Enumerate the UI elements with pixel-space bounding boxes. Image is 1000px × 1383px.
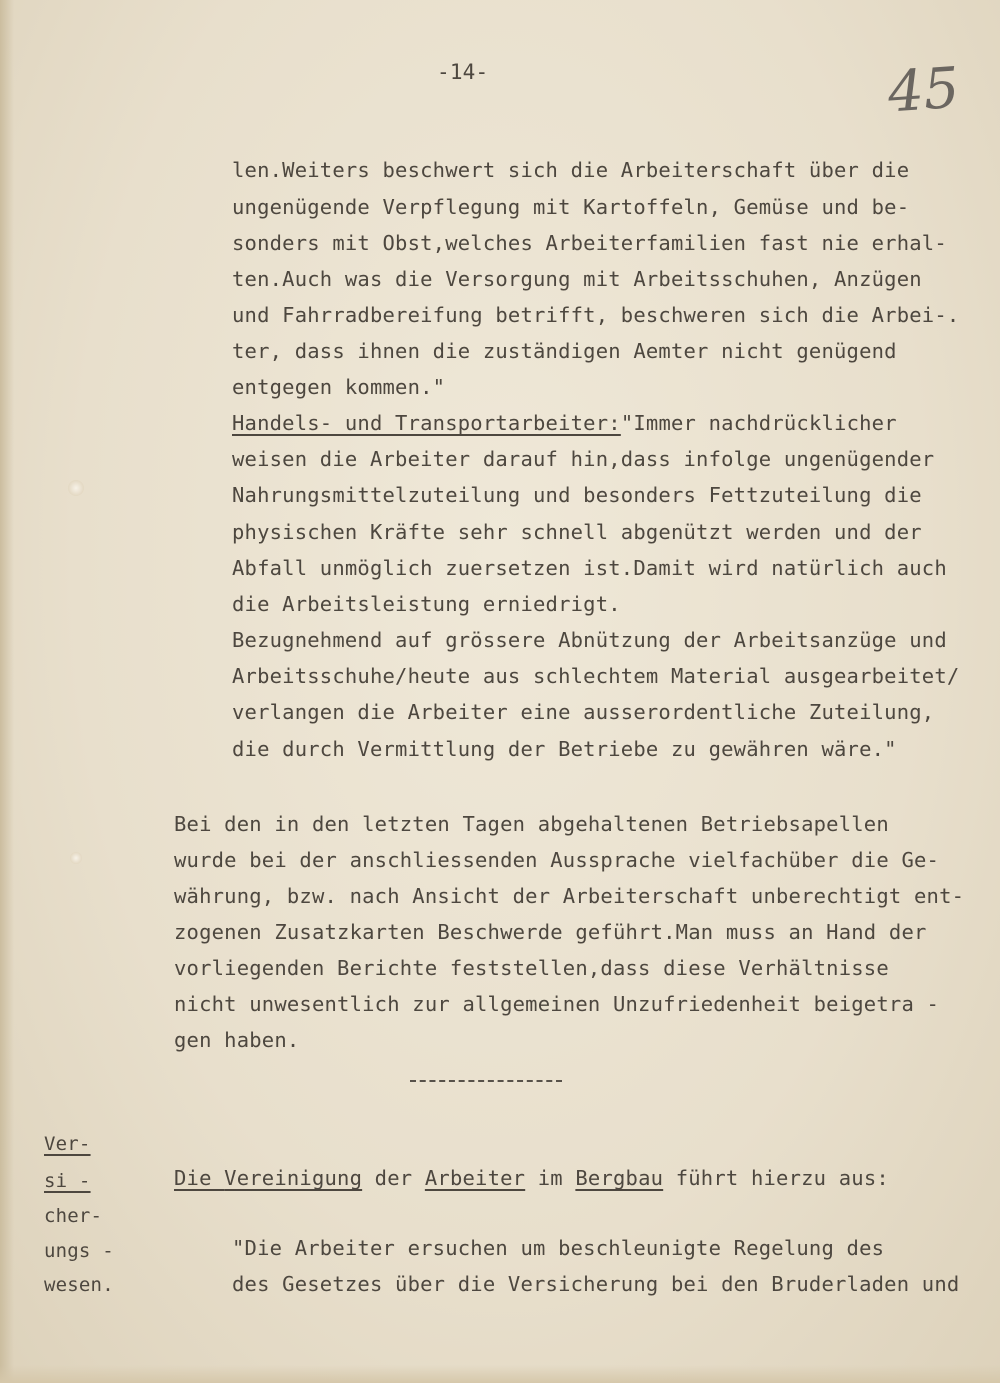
text-line: die durch Vermittlung der Betriebe zu gewähren wäre." <box>232 737 897 761</box>
paper-edge-bottom <box>0 1365 1000 1383</box>
text-line: des Gesetzes über die Versicherung bei den Bruderladen und <box>232 1272 960 1296</box>
text-line: ungenügende Verpflegung mit Kartoffeln, Gemüse und be- <box>232 195 910 219</box>
text-line: Nahrungsmittelzuteilung und besonders Fettzuteilung die <box>232 483 922 507</box>
page-number: -14- <box>437 60 489 84</box>
text-line: währung, bzw. nach Ansicht der Arbeiterschaft unberechtigt ent- <box>174 884 965 908</box>
margin-note-line: cher- <box>44 1205 103 1227</box>
text-line: gen haben. <box>174 1028 300 1052</box>
margin-note-line: wesen. <box>44 1274 114 1296</box>
text-line: len.Weiters beschwert sich die Arbeiterschaft über die <box>232 158 910 182</box>
text-line: Bei den in den letzten Tagen abgehaltenen Betriebsapellen <box>174 812 889 836</box>
text-line: weisen die Arbeiter darauf hin,dass infolge ungenügender <box>232 447 935 471</box>
text-line: Die Vereinigung der Arbeiter im Bergbau führt hierzu aus: <box>174 1166 889 1190</box>
text-line <box>232 411 897 435</box>
text-line: Bezugnehmend auf grössere Abnützung der Arbeitsanzüge und <box>232 628 947 652</box>
handwritten-folio-number: 45 <box>885 55 962 126</box>
margin-note-line: si - <box>44 1170 91 1192</box>
quote-start: "Immer nachdrücklicher <box>620 411 897 435</box>
text-line: ter, dass ihnen die zuständigen Aemter nicht genügend <box>232 339 897 363</box>
text-line: und Fahrradbereifung betrifft, beschweren sich die Arbei-. <box>232 303 960 327</box>
text-line: Abfall unmöglich zuersetzen ist.Damit wird natürlich auch <box>232 556 947 580</box>
text-line: verlangen die Arbeiter eine ausserordentliche Zuteilung, <box>232 700 935 724</box>
text-line: wurde bei der anschliessenden Aussprache vielfachüber die Ge- <box>174 848 940 872</box>
text-line: ten.Auch was die Versorgung mit Arbeitsschuhen, Anzügen <box>232 267 922 291</box>
punch-hole-mark <box>70 852 82 864</box>
text-line: zogenen Zusatzkarten Beschwerde geführt.Man muss an Hand der <box>174 920 927 944</box>
text-line: die Arbeitsleistung erniedrigt. <box>232 592 621 616</box>
text-line: physischen Kräfte sehr schnell abgenützt werden und der <box>232 520 922 544</box>
text-line: entgegen kommen." <box>232 375 446 399</box>
text-line: Arbeitsschuhe/heute aus schlechtem Material ausgearbeitet/ <box>232 664 960 688</box>
section-heading: Handels- und Transportarbeiter: <box>232 411 621 435</box>
paper-edge-left <box>0 0 14 1383</box>
separator-line <box>410 1080 562 1082</box>
punch-hole-mark <box>68 480 84 496</box>
text-line: nicht unwesentlich zur allgemeinen Unzufriedenheit beigetra - <box>174 992 940 1016</box>
text-line: "Die Arbeiter ersuchen um beschleunigte Regelung des <box>232 1236 885 1260</box>
margin-note-line: ungs - <box>44 1240 114 1262</box>
margin-note-line: Ver- <box>44 1133 91 1155</box>
text-line: vorliegenden Berichte feststellen,dass diese Verhältnisse <box>174 956 889 980</box>
text-line: sonders mit Obst,welches Arbeiterfamilien fast nie erhal- <box>232 231 947 255</box>
